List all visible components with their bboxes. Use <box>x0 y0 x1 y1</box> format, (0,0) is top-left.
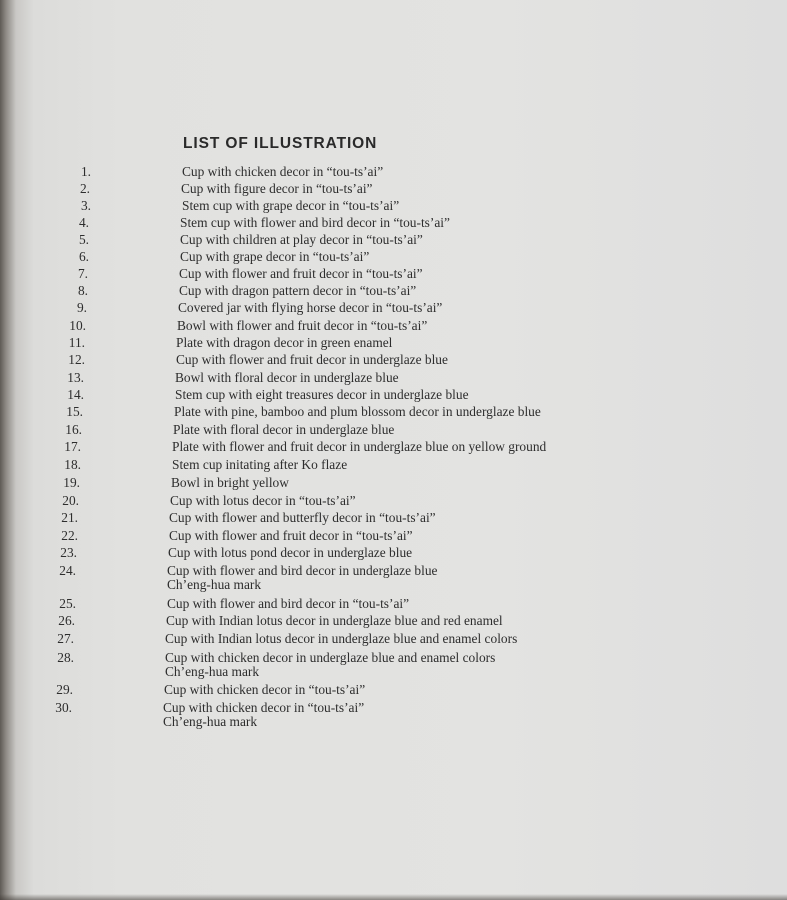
item-text: Cup with flower and fruit decor in “tou-ts’ai” <box>169 528 413 543</box>
item-text: Cup with Indian lotus decor in underglaze blue and red enamel <box>166 613 503 628</box>
item-subtext: Ch’eng-hua mark <box>163 714 258 729</box>
item-number: 10. <box>69 318 86 333</box>
item-number: 19. <box>63 475 80 490</box>
item-text: Cup with children at play decor in “tou-ts’ai” <box>180 232 423 247</box>
item-text: Cup with chicken decor in “tou-ts’ai” <box>182 164 384 179</box>
item-number: 8. <box>77 283 88 298</box>
item-subtext: Ch’eng-hua mark <box>167 577 262 592</box>
item-text: Cup with flower and bird decor in “tou-ts’ai” <box>167 596 410 611</box>
page-title: LIST OF ILLUSTRATION <box>183 135 378 152</box>
item-number: 5. <box>78 232 89 247</box>
item-text: Cup with flower and bird decor in underglaze blue <box>167 563 438 578</box>
item-number: 27. <box>57 631 74 646</box>
item-text: Bowl with flower and fruit decor in “tou-ts’ai” <box>177 318 428 333</box>
item-text: Cup with flower and fruit decor in underglaze blue <box>176 352 448 367</box>
item-number: 24. <box>59 563 76 578</box>
item-number: 22. <box>61 528 78 543</box>
item-number: 28. <box>57 650 74 665</box>
item-number: 29. <box>56 682 73 697</box>
item-number: 6. <box>78 249 89 264</box>
item-number: 4. <box>78 215 89 230</box>
item-text: Plate with pine, bamboo and plum blossom decor in underglaze blue <box>174 404 541 419</box>
item-text: Stem cup with grape decor in “tou-ts’ai” <box>182 198 400 213</box>
item-number: 14. <box>67 387 84 402</box>
item-number: 26. <box>58 613 75 628</box>
item-text: Covered jar with flying horse decor in “tou-ts’ai” <box>178 300 443 315</box>
item-number: 30. <box>55 700 72 715</box>
item-text: Cup with dragon pattern decor in “tou-ts’ai” <box>179 283 417 298</box>
item-text: Cup with flower and butterfly decor in “tou-ts’ai” <box>169 510 436 525</box>
item-number: 13. <box>67 370 84 385</box>
item-text: Cup with chicken decor in “tou-ts’ai” <box>163 700 365 715</box>
item-number: 3. <box>80 198 91 213</box>
item-text: Plate with flower and fruit decor in underglaze blue on yellow ground <box>172 439 547 454</box>
item-number: 23. <box>60 545 77 560</box>
item-text: Bowl in bright yellow <box>171 475 289 490</box>
item-number: 15. <box>66 404 83 419</box>
item-text: Cup with chicken decor in “tou-ts’ai” <box>164 682 366 697</box>
item-text: Cup with figure decor in “tou-ts’ai” <box>181 181 373 196</box>
item-number: 18. <box>64 457 81 472</box>
item-number: 7. <box>77 266 88 281</box>
item-number: 21. <box>61 510 78 525</box>
item-number: 2. <box>79 181 90 196</box>
item-number: 17. <box>64 439 81 454</box>
item-number: 11. <box>68 335 85 350</box>
item-text: Stem cup with flower and bird decor in “tou-ts’ai” <box>180 215 450 230</box>
item-text: Cup with lotus decor in “tou-ts’ai” <box>170 493 356 508</box>
item-text: Stem cup initating after Ko flaze <box>172 457 348 472</box>
item-text: Cup with lotus pond decor in underglaze blue <box>168 545 413 560</box>
item-text: Cup with Indian lotus decor in underglaze blue and enamel colors <box>165 631 518 646</box>
item-number: 12. <box>68 352 85 367</box>
page-bottom-edge <box>0 894 787 900</box>
item-subtext: Ch’eng-hua mark <box>165 664 260 679</box>
item-text: Cup with chicken decor in underglaze blue and enamel colors <box>165 650 496 665</box>
item-number: 9. <box>76 300 87 315</box>
item-text: Plate with floral decor in underglaze blue <box>173 422 395 437</box>
item-text: Stem cup with eight treasures decor in underglaze blue <box>175 387 469 402</box>
item-text: Plate with dragon decor in green enamel <box>176 335 393 350</box>
item-text: Bowl with floral decor in underglaze blue <box>175 370 399 385</box>
item-text: Cup with flower and fruit decor in “tou-ts’ai” <box>179 266 423 281</box>
item-number: 25. <box>59 596 76 611</box>
item-number: 1. <box>80 164 91 179</box>
item-number: 16. <box>65 422 82 437</box>
item-text: Cup with grape decor in “tou-ts’ai” <box>180 249 370 264</box>
item-number: 20. <box>62 493 79 508</box>
